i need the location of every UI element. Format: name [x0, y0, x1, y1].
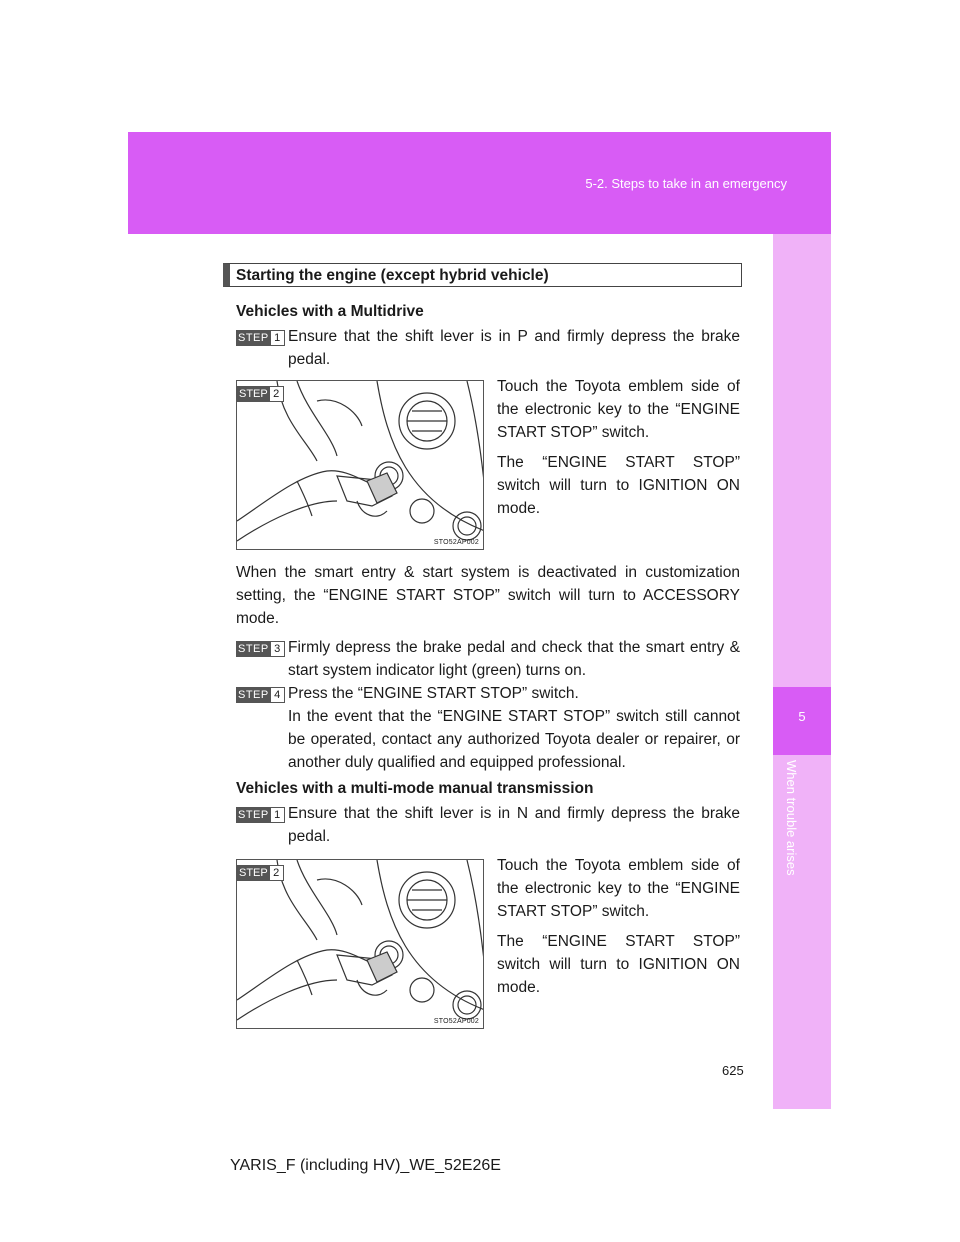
step-text: Touch the Toyota emblem side of the electronic key to the “ENGINE START STOP” switch.	[497, 857, 740, 920]
figure-code: STO52AP002	[433, 539, 479, 546]
step-badge	[236, 687, 285, 703]
multidrive-heading: Vehicles with a Multidrive	[236, 303, 424, 320]
chapter-number: 5	[798, 709, 806, 724]
header-band	[128, 132, 831, 234]
note-paragraph: When the smart entry & start system is deactivated in customization setting, the “ENGINE START STOP” switch will turn to ACCESSORY mode.	[236, 564, 740, 627]
step-text: Ensure that the shift lever is in P and firmly depress the brake pedal.	[288, 328, 740, 368]
step-badge	[236, 330, 285, 346]
running-header: 5-2. Steps to take in an emergency	[585, 176, 787, 191]
step-text: Ensure that the shift lever is in N and firmly depress the brake pedal.	[288, 805, 740, 845]
step-number: 4	[271, 687, 285, 703]
section-title: Starting the engine (except hybrid vehicle)	[236, 267, 549, 284]
illustration-drawing	[237, 381, 484, 550]
step-badge	[236, 807, 285, 823]
step-number: 1	[271, 807, 285, 823]
step-text: Press the “ENGINE START STOP” switch.	[288, 685, 579, 702]
mmt-heading: Vehicles with a multi-mode manual transmission	[236, 780, 594, 797]
step-text: The “ENGINE START STOP” switch will turn to IGNITION ON mode.	[497, 933, 740, 996]
step-label: STEP	[238, 809, 269, 821]
step-number: 1	[271, 330, 285, 346]
step-badge	[237, 865, 284, 881]
illustration-drawing	[237, 860, 484, 1029]
figure-code: STO52AP002	[433, 1018, 479, 1025]
step-label: STEP	[239, 867, 268, 879]
step-text: In the event that the “ENGINE START STOP” switch still cannot be operated, contact any authorized Toyota dealer or repairer, or another duly qualified and equipped professional.	[288, 708, 740, 771]
step-label: STEP	[238, 643, 269, 655]
key-touch-illustration	[236, 380, 484, 550]
chapter-tab-strip	[773, 234, 831, 1109]
key-touch-illustration	[236, 859, 484, 1029]
step-label: STEP	[239, 388, 268, 400]
chapter-title-tab[interactable]	[784, 760, 811, 900]
step-label: STEP	[238, 332, 269, 344]
step-text: The “ENGINE START STOP” switch will turn to IGNITION ON mode.	[497, 454, 740, 517]
chapter-title: When trouble arises	[784, 760, 799, 876]
step-badge	[237, 386, 284, 402]
step-text: Touch the Toyota emblem side of the electronic key to the “ENGINE START STOP” switch.	[497, 378, 740, 441]
step-badge	[236, 641, 285, 657]
step-text: Firmly depress the brake pedal and check that the smart entry & start system indicator light (green) turns on.	[288, 639, 740, 679]
step-label: STEP	[238, 689, 269, 701]
step-number: 2	[270, 865, 284, 881]
section-heading	[223, 263, 742, 287]
step-number: 3	[271, 641, 285, 657]
page-number: 625	[722, 1063, 744, 1078]
chapter-number-tab[interactable]	[773, 687, 831, 755]
document-footer: YARIS_F (including HV)_WE_52E26E	[230, 1157, 501, 1174]
step-number: 2	[270, 386, 284, 402]
